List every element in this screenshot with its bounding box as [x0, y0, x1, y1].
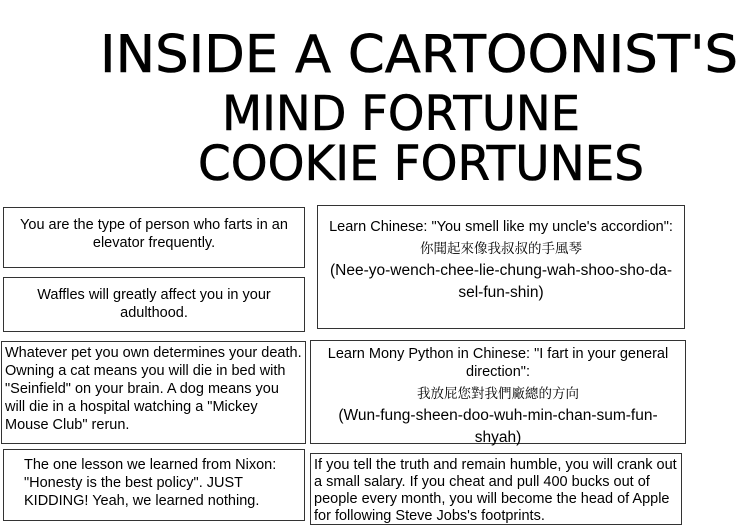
- fortune-apple-text: If you tell the truth and remain humble, you will crank out a small salary. If you cheat and pull 400 bucks out of people every month, you will become the head of Apple for following Steve Jobs's footprints.: [314, 457, 677, 524]
- fortune-nixon: [3, 449, 305, 521]
- chinese-lesson-1-characters: 你聞起來像我叔叔的手風琴: [420, 241, 582, 257]
- fortune-waffles-text: Waffles will greatly affect you in your adulthood.: [37, 287, 271, 321]
- fortune-farts: [3, 207, 305, 268]
- chinese-lesson-1-intro: Learn Chinese: "You smell like my uncle's accordion":: [329, 219, 673, 235]
- fortune-chinese-lesson-1: [317, 205, 685, 329]
- comic-title: [0, 0, 747, 200]
- chinese-lesson-2-characters: 我放屁您對我們廠總的方向: [417, 386, 579, 402]
- fortune-apple: [310, 453, 682, 525]
- handwritten-title: [0, 0, 747, 200]
- chinese-lesson-2-intro: Learn Mony Python in Chinese: "I fart in your general direction":: [327, 346, 669, 380]
- fortune-pet-text: Whatever pet you own determines your death. Owning a cat means you will die in bed with "Seinfield" on your brain. A dog means you will die in a hospital watching a "Mickey Mouse Club" rerun.: [5, 345, 302, 433]
- title-line-3: COOKIE FORTUNES: [198, 136, 644, 192]
- fortune-pet: [1, 341, 306, 444]
- fortune-farts-text: You are the type of person who farts in an elevator frequently.: [20, 217, 288, 251]
- fortune-waffles: [3, 277, 305, 332]
- fortune-chinese-lesson-2: [310, 340, 686, 444]
- title-line-2: MIND FORTUNE: [222, 86, 580, 142]
- chinese-lesson-2-pronunciation: (Wun-fung-sheen-doo-wuh-min-chan-sum-fun-shyah): [338, 407, 658, 446]
- title-line-1: INSIDE A CARTOONIST'S: [100, 25, 738, 85]
- fortune-nixon-text: The one lesson we learned from Nixon: "Honesty is the best policy". JUST KIDDING! Yeah, we learned nothing.: [24, 457, 277, 509]
- chinese-lesson-1-pronunciation: (Nee-yo-wench-chee-lie-chung-wah-shoo-sho-da-sel-fun-shin): [329, 262, 672, 301]
